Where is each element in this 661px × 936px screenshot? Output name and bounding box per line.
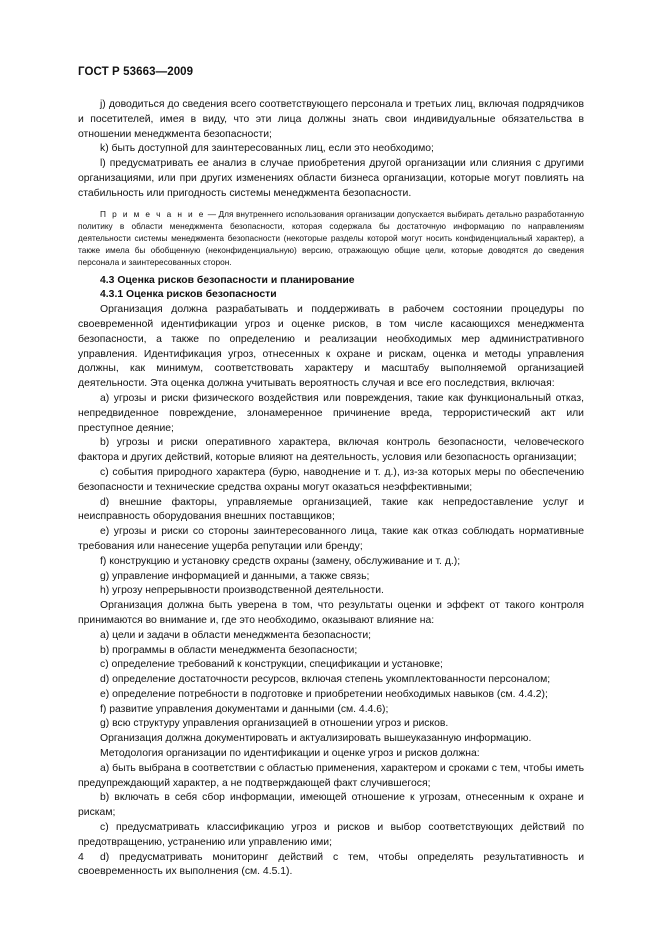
list-item: e) угрозы и риски со стороны заинтересованного лица, такие как отказ соблюдать нормативные требования или нанесение ущерба репутации или бренду; xyxy=(78,526,584,552)
paragraph: j) доводиться до сведения всего соответствующего персонала и третьих лиц, включая подрядчиков и посетителей, имея в виду, что эти лица должны знать свои индивидуальные обязательства в отношении менеджмента безопасности; xyxy=(78,99,584,140)
paragraph: k) быть доступной для заинтересованных лиц, если это необходимо; xyxy=(100,143,434,155)
page-body xyxy=(78,98,584,880)
paragraph: Методология организации по идентификации и оценке угроз и рисков должна: xyxy=(100,748,480,760)
paragraph: Организация должна быть уверена в том, что результаты оценки и эффект от такого контроля принимаются во внимание и, где это необходимо, оказывают влияние на: xyxy=(78,600,584,626)
paragraph: Организация должна документировать и актуализировать вышеуказанную информацию. xyxy=(100,733,532,745)
list-item: d) предусматривать мониторинг действий с тем, чтобы определять результативность и своевременность их выполнения (см. 4.5.1). xyxy=(78,851,584,878)
paragraph: l) предусматривать ее анализ в случае приобретения другой организации или слияния с другими организациями, или при других изменениях области бизнеса организации, которые могут повлиять на стабильность или пригодность системы менеджмента безопасности. xyxy=(78,158,584,199)
list-item: g) всю структуру управления организацией в отношении угроз и рисков. xyxy=(100,718,449,730)
list-item: g) управление информацией и данными, а также связь; xyxy=(100,570,370,582)
list-item: a) цели и задачи в области менеджмента безопасности; xyxy=(100,629,372,641)
list-item: b) угрозы и риски оперативного характера, включая контроль безопасности, человеческого фактора и других действий, которые влияют на деятельность, условия или безопасность организации; xyxy=(78,437,584,464)
list-item: c) предусматривать классификацию угроз и рисков и выбор соответствующих действий по предотвращению, устранению или управлению ими; xyxy=(78,822,584,848)
list-item: b) программы в области менеджмента безопасности; xyxy=(100,644,358,656)
list-item: h) угрозу непрерывности производственной деятельности. xyxy=(100,585,384,597)
section-heading: 4.3 Оценка рисков безопасности и планирование xyxy=(100,274,355,286)
list-item: c) события природного характера (бурю, наводнение и т. д.), из-за которых меры по обеспечению безопасности и технические средства охраны могут оказаться неэффективными; xyxy=(78,466,584,493)
document-header: ГОСТ Р 53663—2009 xyxy=(78,66,194,78)
list-item: f) развитие управления документами и данными (см. 4.4.6); xyxy=(100,703,389,715)
note-paragraph xyxy=(78,208,584,268)
list-item: f) конструкцию и установку средств охраны (замену, обслуживание и т. д.); xyxy=(100,555,461,567)
list-item: d) внешние факторы, управляемые организацией, такие как непредоставление услуг и неисправность оборудования внешних поставщиков; xyxy=(78,496,584,523)
subsection-heading: 4.3.1 Оценка рисков безопасности xyxy=(100,289,277,301)
page-number: 4 xyxy=(78,852,84,863)
note-label: П р и м е ч а н и е xyxy=(100,208,206,219)
note-text: — Для внутреннего использования организации допускается выбирать детально разработанную политику в области менеджмента безопасности, которая содержала бы достаточную информацию по направлениям деятельности системы менеджмента безопасности (некоторые разделы которой могут носить конфиденциальный характер), а также имела бы обобщенную (неконфиденциальную) версию, отражающую общие цели, которые доводятся до сведения персонала и заинтересованных сторон. xyxy=(78,208,584,267)
list-item: c) определение требований к конструкции, спецификации и установке; xyxy=(100,659,443,671)
list-item: a) угрозы и риски физического воздействия или повреждения, такие как функциональный отказ, непредвиденное повреждение, злонамеренное причинение вреда, террористический акт или преступное деяние; xyxy=(78,392,584,434)
list-item: a) быть выбрана в соответствии с областью применения, характером и сроками с тем, чтобы иметь предупреждающий характер, а не подтверждающей факт случившегося; xyxy=(78,762,584,789)
list-item: b) включать в себя сбор информации, имеющей отношение к угрозам, отнесенным к охране и рискам; xyxy=(78,792,584,819)
list-item: d) определение достаточности ресурсов, включая степень укомплектованности персоналом; xyxy=(100,674,551,686)
list-item: e) определение потребности в подготовке и приобретении необходимых навыков (см. 4.4.2); xyxy=(100,688,548,700)
paragraph: Организация должна разрабатывать и поддерживать в рабочем состоянии процедуры по своевременной идентификации угроз и оценке рисков, в том числе касающихся менеджмента безопасности, а также по определению и реализации необходимых мер административного управления. Идентификация угроз, отнесенных к охране и рискам, оценка и методы управления должны, как минимум, соответствовать характеру и масштабу выполняемой организацией деятельности. Эта оценка должна учитывать вероятность случая и все его последствия, включая: xyxy=(78,304,584,390)
